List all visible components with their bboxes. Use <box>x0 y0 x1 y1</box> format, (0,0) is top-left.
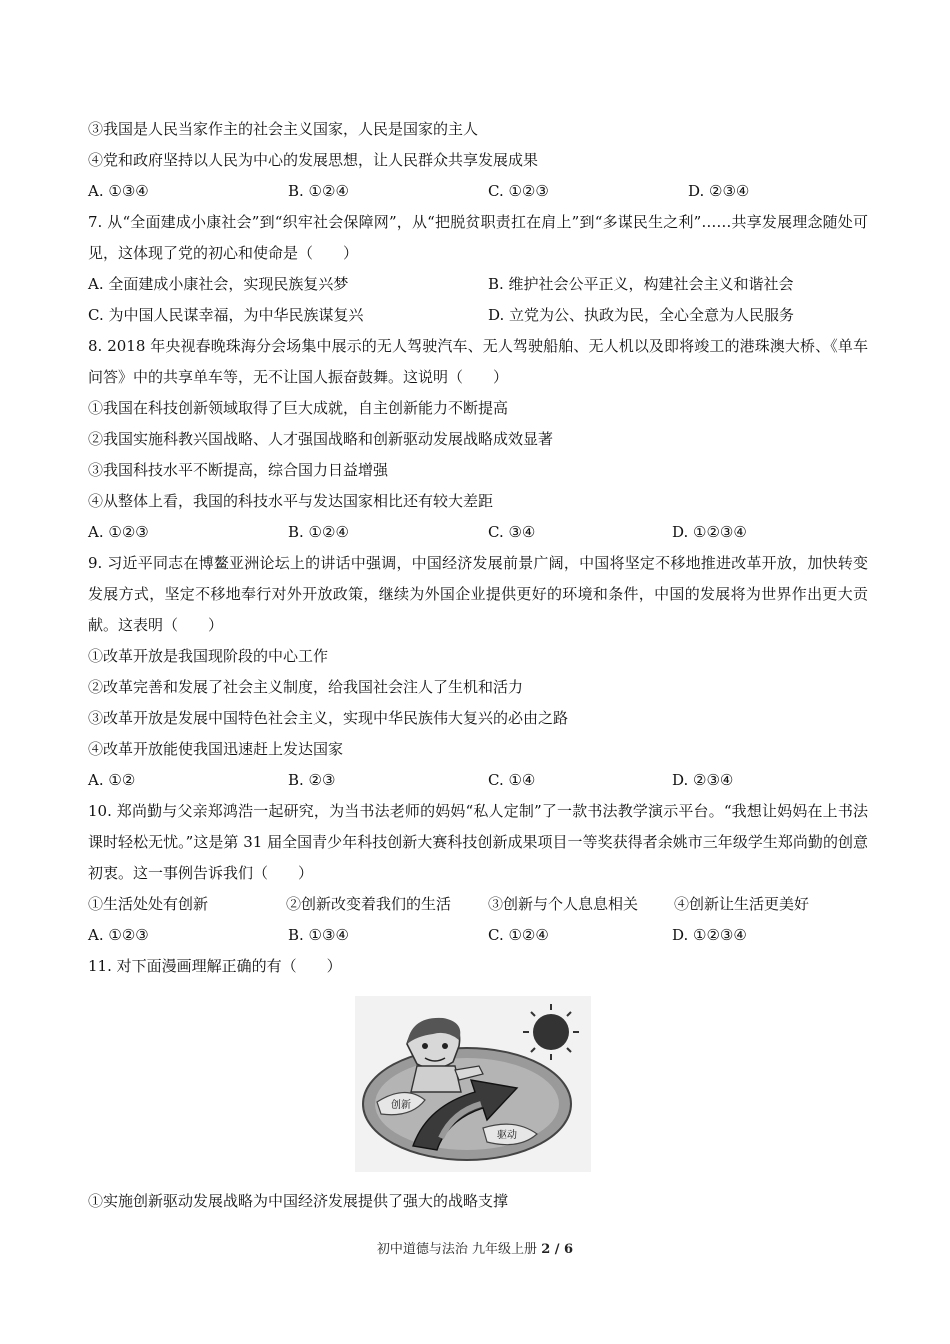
q8-option-c: C. ③④ <box>488 523 536 541</box>
q9-statement-4: ④改革开放能使我国迅速赶上发达国家 <box>88 740 344 758</box>
q8-statement-1: ①我国在科技创新领域取得了巨大成就，自主创新能力不断提高 <box>88 399 509 417</box>
q11-stem: 11. 对下面漫画理解正确的有（ ） <box>88 957 342 975</box>
q9-statement-1: ①改革开放是我国现阶段的中心工作 <box>88 647 329 665</box>
q10-option-a: A. ①②③ <box>88 926 149 944</box>
q9-option-b: B. ②③ <box>288 771 336 789</box>
page-number: 2 / 6 <box>541 1242 574 1257</box>
q6-statement-4: ④党和政府坚持以人民为中心的发展思想，让人民群众共享发展成果 <box>88 151 539 169</box>
q8-option-d: D. ①②③④ <box>672 523 747 541</box>
q7-option-c: C. 为中国人民谋幸福，为中华民族谋复兴 <box>88 306 364 324</box>
innovation-cartoon-image <box>355 996 591 1172</box>
wing-left-label: 创新 <box>391 1100 411 1111</box>
q6-option-c: C. ①②③ <box>488 182 549 200</box>
q10-statement-1: ①生活处处有创新 <box>88 895 209 913</box>
q10-statement-3: ③创新与个人息息相关 <box>488 895 639 913</box>
q6-option-a: A. ①③④ <box>88 182 149 200</box>
q8-stem: 8. 2018 年央视春晚珠海分会场集中展示的无人驾驶汽车、无人驾驶船舶、无人机以及即将竣工的港珠澳大桥、《单车问答》中的共享单车等，无不让国人振奋鼓舞。这说明（ ） <box>88 337 868 386</box>
q10-statements <box>88 889 868 920</box>
q11-statements <box>88 1186 868 1217</box>
q8-statement-4: ④从整体上看，我国的科技水平与发达国家相比还有较大差距 <box>88 492 494 510</box>
q10-statement-2: ②创新改变着我们的生活 <box>286 895 452 913</box>
q10-option-c: C. ①②④ <box>488 926 549 944</box>
q9-options <box>88 765 868 796</box>
q7-stem: 7. 从“全面建成小康社会”到“织牢社会保障网”，从“把脱贫职责扛在肩上”到“多谋民生之利”……共享发展理念随处可见，这体现了党的初心和使命是（ ） <box>88 213 868 262</box>
q9-statement-3: ③改革开放是发展中国特色社会主义，实现中华民族伟大复兴的必由之路 <box>88 709 569 727</box>
q9-option-c: C. ①④ <box>488 771 536 789</box>
q7-option-b: B. 维护社会公平正义，构建社会主义和谐社会 <box>488 275 794 293</box>
q10-option-d: D. ①②③④ <box>672 926 747 944</box>
q6-option-b: B. ①②④ <box>288 182 349 200</box>
q6-statement-3: ③我国是人民当家作主的社会主义国家，人民是国家的主人 <box>88 120 479 138</box>
q10-option-b: B. ①③④ <box>288 926 349 944</box>
q6-option-d: D. ②③④ <box>688 182 750 200</box>
q8-statement-2: ②我国实施科教兴国战略、人才强国战略和创新驱动发展战略成效显著 <box>88 430 554 448</box>
q10-stem: 10. 郑尚勤与父亲郑鸿浩一起研究，为当书法老师的妈妈“私人定制”了一款书法教学演示平台。“我想让妈妈在上书法课时轻松无忧。”这是第 31 届全国青少年科技创新大赛科技创新成果项目一等奖获得者余姚市三年级学生郑尚勤的创意初衷。这一事例告诉我们（ ） <box>88 802 868 882</box>
q7-option-a: A. 全面建成小康社会，实现民族复兴梦 <box>88 275 349 293</box>
page-footer <box>0 1238 950 1257</box>
q9-option-d: D. ②③④ <box>672 771 734 789</box>
q9-option-a: A. ①② <box>88 771 136 789</box>
q8-statement-3: ③我国科技水平不断提高，综合国力日益增强 <box>88 461 389 479</box>
q6-options <box>88 176 868 207</box>
q8-option-b: B. ①②④ <box>288 523 349 541</box>
q9-statement-2: ②改革完善和发展了社会主义制度，给我国社会注人了生机和活力 <box>88 678 524 696</box>
q9-stem: 9. 习近平同志在博鳌亚洲论坛上的讲话中强调，中国经济发展前景广阔，中国将坚定不移地推进改革开放，加快转变发展方式，坚定不移地奉行对外开放政策，继续为外国企业提供更好的环境和条件，中国的发展将为世界作出更大贡献。这表明（ ） <box>88 554 868 634</box>
q8-option-a: A. ①②③ <box>88 523 149 541</box>
q7-option-d: D. 立党为公、执政为民，全心全意为人民服务 <box>488 306 795 324</box>
footer-text: 初中道德与法治 九年级上册 <box>376 1242 542 1257</box>
wing-right-label: 驱动 <box>497 1130 517 1141</box>
question-content <box>88 114 868 982</box>
q8-options <box>88 517 868 548</box>
q10-options <box>88 920 868 951</box>
q10-statement-4: ④创新让生活更美好 <box>674 895 810 913</box>
q7-options-row2 <box>88 300 868 331</box>
q11-statement-1: ①实施创新驱动发展战略为中国经济发展提供了强大的战略支撑 <box>88 1192 509 1210</box>
q7-options-row1 <box>88 269 868 300</box>
